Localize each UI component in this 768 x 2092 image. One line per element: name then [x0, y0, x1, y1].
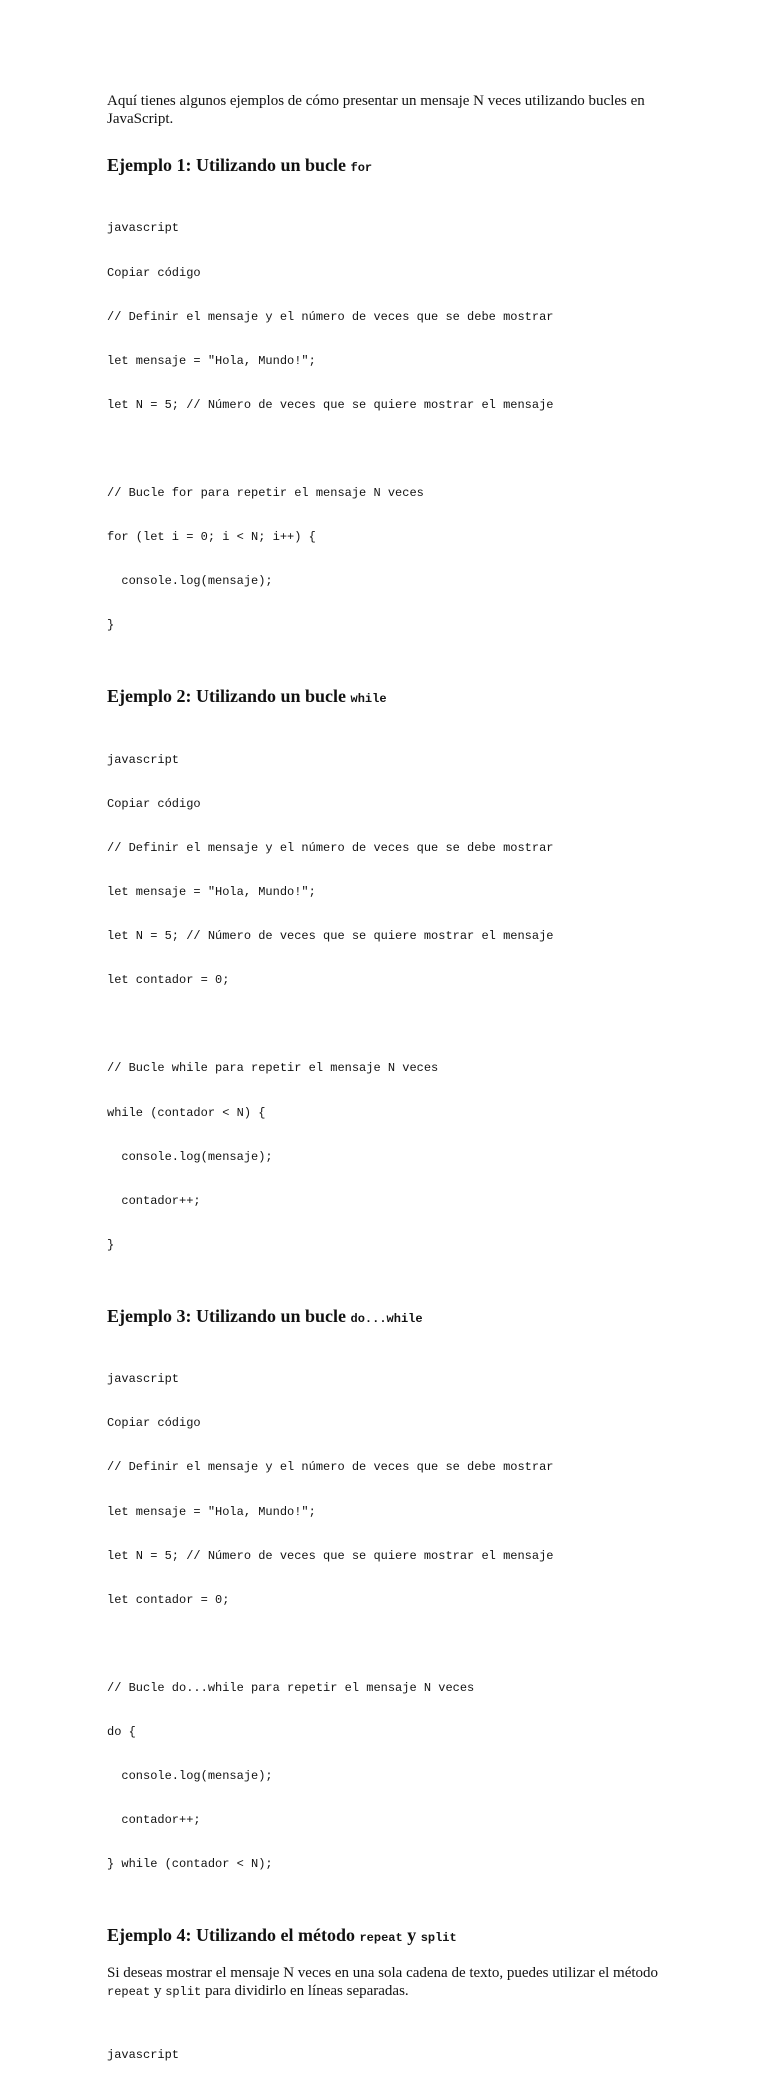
document-page: [107, 92, 667, 2092]
code-line: let N = 5; // Número de veces que se quiere mostrar el mensaje: [107, 1548, 554, 1563]
example-4-paragraph: [107, 1964, 667, 2001]
code-line: let N = 5; // Número de veces que se quiere mostrar el mensaje: [107, 929, 554, 944]
intro-paragraph: Aquí tienes algunos ejemplos de cómo presentar un mensaje N veces utilizando bucles en JavaScript.: [107, 93, 645, 127]
code-line: let mensaje = "Hola, Mundo!";: [107, 885, 316, 900]
example-4-para-code-repeat: repeat: [107, 1985, 151, 2000]
example-4-heading-text: Ejemplo 4: Utilizando el método: [107, 1925, 360, 1946]
example-2-heading-text: Ejemplo 2: Utilizando un bucle: [107, 686, 351, 707]
example-2-heading: [107, 685, 667, 710]
code-lang-label: javascript: [107, 752, 180, 767]
example-1-heading-text: Ejemplo 1: Utilizando un bucle: [107, 155, 351, 175]
example-2-code-block: [107, 723, 667, 1282]
code-line: let N = 5; // Número de veces que se quiere mostrar el mensaje: [107, 397, 554, 412]
example-4-heading-mid: y: [402, 1925, 421, 1946]
code-line: console.log(mensaje);: [107, 1149, 273, 1164]
code-line: }: [107, 1237, 115, 1252]
code-line: console.log(mensaje);: [107, 1769, 273, 1784]
code-line: // Definir el mensaje y el número de veces que se debe mostrar: [107, 309, 554, 324]
example-2-heading-code: while: [350, 692, 387, 707]
code-lang-label: javascript: [107, 1372, 180, 1387]
example-1-code-block: [107, 192, 667, 662]
code-line: let contador = 0;: [107, 973, 230, 988]
code-line: contador++;: [107, 1193, 201, 1208]
code-line: // Bucle while para repetir el mensaje N veces: [107, 1061, 439, 1076]
example-4-para-code-split: split: [165, 1985, 202, 2000]
code-line: // Bucle for para repetir el mensaje N veces: [107, 485, 424, 500]
code-line: // Bucle do...while para repetir el mensaje N veces: [107, 1680, 475, 1695]
example-4-heading-code-split: split: [420, 1931, 457, 1946]
code-line: let mensaje = "Hola, Mundo!";: [107, 353, 316, 368]
code-line: }: [107, 618, 115, 633]
example-3-heading-text: Ejemplo 3: Utilizando un bucle: [107, 1305, 351, 1326]
example-3-code-block: [107, 1343, 667, 1902]
code-line: // Definir el mensaje y el número de veces que se debe mostrar: [107, 840, 554, 855]
example-4-heading: [107, 1924, 667, 1949]
example-4-para-part1: Si deseas mostrar el mensaje N veces en una sola cadena de texto, puedes utilizar el método: [107, 1965, 659, 1982]
code-line: let mensaje = "Hola, Mundo!";: [107, 1504, 316, 1519]
code-line: // Definir el mensaje y el número de veces que se debe mostrar: [107, 1460, 554, 1475]
copy-code-button[interactable]: Copiar código: [107, 1416, 201, 1431]
code-line: for (let i = 0; i < N; i++) {: [107, 530, 316, 545]
example-3-heading-code: do...while: [350, 1311, 423, 1326]
example-1-heading: [107, 154, 667, 179]
example-3-heading: [107, 1305, 667, 1330]
example-4-para-mid: y: [150, 1983, 166, 2000]
code-line: do {: [107, 1725, 136, 1740]
example-1-heading-code: for: [350, 161, 373, 175]
code-line: [107, 1017, 667, 1032]
example-4-para-part2: para dividirlo en líneas separadas.: [201, 1983, 409, 2000]
code-line: } while (contador < N);: [107, 1857, 273, 1872]
code-line: console.log(mensaje);: [107, 574, 273, 589]
copy-code-button[interactable]: Copiar código: [107, 796, 201, 811]
code-lang-label: javascript: [107, 221, 180, 236]
copy-code-button[interactable]: Copiar código: [107, 265, 201, 280]
example-4-code-block: [107, 2018, 667, 2092]
code-line: while (contador < N) {: [107, 1105, 266, 1120]
code-line: [107, 1637, 667, 1652]
code-line: contador++;: [107, 1813, 201, 1828]
example-4-heading-code-repeat: repeat: [359, 1931, 403, 1946]
code-lang-label: javascript: [107, 2047, 180, 2062]
code-line: let contador = 0;: [107, 1592, 230, 1607]
code-line: [107, 442, 667, 457]
